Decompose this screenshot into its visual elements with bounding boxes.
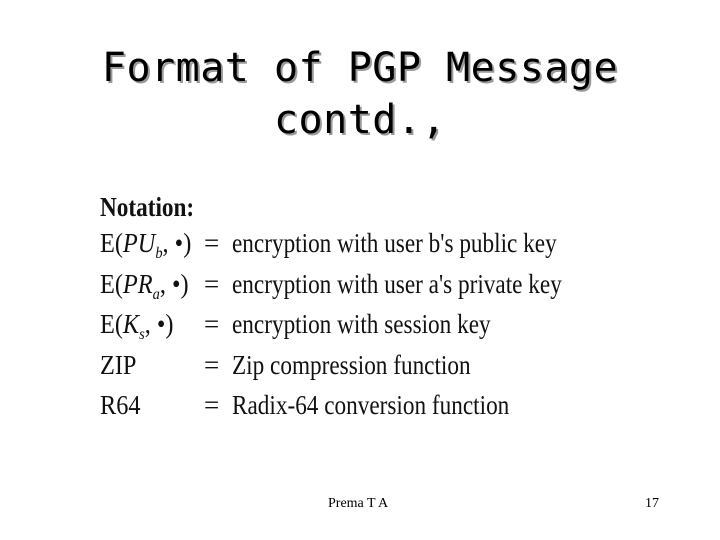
symbol-key: K xyxy=(122,309,140,339)
notation-heading: Notation: xyxy=(100,192,195,222)
notation-row xyxy=(100,265,620,306)
equals-sign: = xyxy=(204,268,220,299)
symbol-subscript: a xyxy=(152,285,160,303)
equals-sign: = xyxy=(204,390,220,420)
equals-sign: = xyxy=(204,349,220,380)
notation-description: Zip compression function xyxy=(232,349,471,380)
notation-row xyxy=(100,386,620,427)
notation-symbol: R64 xyxy=(100,390,141,420)
notation-description: encryption with session key xyxy=(232,309,491,339)
notation-row xyxy=(100,224,620,265)
symbol-suffix: , •) xyxy=(159,268,189,299)
notation-table xyxy=(100,190,620,427)
notation-symbol xyxy=(100,309,174,344)
slide-title xyxy=(0,42,720,146)
symbol-prefix: E( xyxy=(100,228,123,258)
symbol-subscript: b xyxy=(155,245,163,262)
symbol-prefix: E( xyxy=(100,309,123,339)
notation-description: Radix-64 conversion function xyxy=(232,390,510,420)
notation-row xyxy=(100,305,620,346)
notation-row xyxy=(100,346,620,387)
symbol-key: PU xyxy=(122,228,156,258)
symbol-key: PR xyxy=(122,268,153,299)
footer-author: Prema T A xyxy=(328,496,389,511)
notation-symbol xyxy=(100,228,191,263)
symbol-suffix: , •) xyxy=(162,228,192,258)
notation-symbol: ZIP xyxy=(100,349,137,380)
symbol-prefix: E( xyxy=(100,268,123,299)
page-number: 17 xyxy=(645,496,659,511)
slide-title-line-2: contd., xyxy=(273,97,447,143)
notation-symbol xyxy=(100,269,189,304)
symbol-suffix: , •) xyxy=(144,309,174,339)
notation-description: encryption with user b's public key xyxy=(232,228,557,258)
notation-description: encryption with user a's private key xyxy=(232,268,562,299)
symbol-subscript: s xyxy=(139,326,145,343)
equals-sign: = xyxy=(204,309,220,339)
slide-title-line-1: Format of PGP Message xyxy=(101,45,619,91)
equals-sign: = xyxy=(204,228,220,258)
